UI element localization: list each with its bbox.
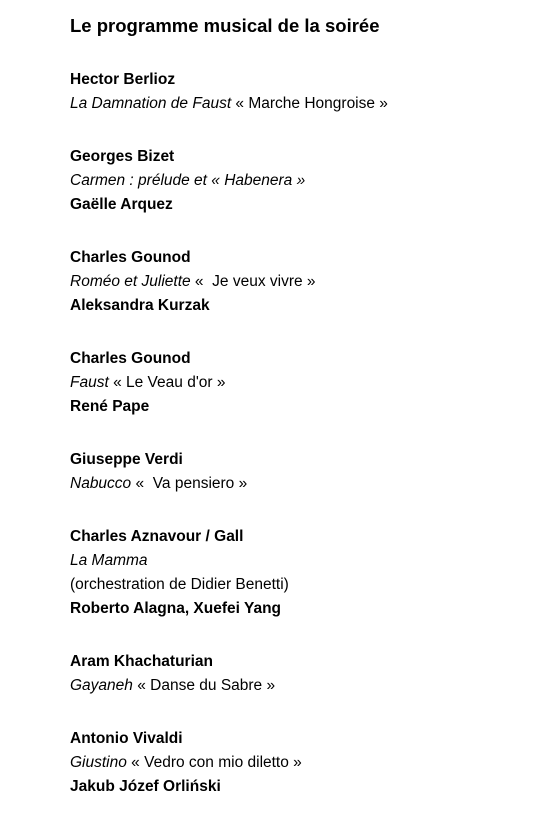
work-title [70, 92, 540, 116]
program-entry [70, 448, 540, 496]
work-excerpt: « Le Veau d'or » [108, 374, 226, 391]
composer-name: Georges Bizet [70, 148, 175, 165]
program-entry [70, 68, 540, 116]
work-note: (orchestration de Didier Benetti) [70, 576, 289, 593]
program-entry [70, 650, 540, 698]
work-title-italic: Nabucco [70, 475, 132, 492]
composer-name: Antonio Vivaldi [70, 730, 183, 747]
work-title [70, 169, 540, 193]
composer-name: Charles Gounod [70, 249, 191, 266]
performer-name: René Pape [70, 398, 150, 415]
program-entry [70, 347, 540, 419]
work-title-italic: Giustino [70, 754, 127, 771]
work-excerpt: « Danse du Sabre » [132, 677, 276, 694]
work-title [70, 751, 540, 775]
composer-name: Hector Berlioz [70, 71, 176, 88]
composer-name: Charles Gounod [70, 350, 191, 367]
work-excerpt: « Vedro con mio diletto » [126, 754, 302, 771]
composer-name: Charles Aznavour / Gall [70, 528, 244, 545]
work-excerpt: « Va pensiero » [131, 475, 248, 492]
work-excerpt: « Je veux vivre » [190, 273, 316, 290]
program-entry [70, 727, 540, 799]
work-title-italic: La Mamma [70, 552, 148, 569]
work-title [70, 549, 540, 573]
composer-name: Aram Khachaturian [70, 653, 213, 670]
work-title [70, 472, 540, 496]
work-title [70, 674, 540, 698]
work-title-italic: Gayaneh [70, 677, 133, 694]
work-title [70, 371, 540, 395]
performer-name: Gaëlle Arquez [70, 196, 173, 213]
program-document [70, 14, 540, 828]
performer-name: Jakub Józef Orliński [70, 778, 221, 795]
composer-name: Giuseppe Verdi [70, 451, 183, 468]
work-title-italic: La Damnation de Faust [70, 95, 232, 112]
page-title: Le programme musical de la soirée [70, 15, 380, 36]
work-title-italic: Carmen : prélude et « Habenera » [70, 172, 306, 189]
performer-name: Aleksandra Kurzak [70, 297, 210, 314]
program-entry [70, 525, 540, 621]
work-excerpt: « Marche Hongroise » [231, 95, 388, 112]
work-title-italic: Faust [70, 374, 109, 391]
program-list [70, 68, 540, 799]
work-title [70, 270, 540, 294]
program-entry [70, 145, 540, 217]
work-title-italic: Roméo et Juliette [70, 273, 191, 290]
performer-name: Roberto Alagna, Xuefei Yang [70, 600, 282, 617]
program-entry [70, 246, 540, 318]
